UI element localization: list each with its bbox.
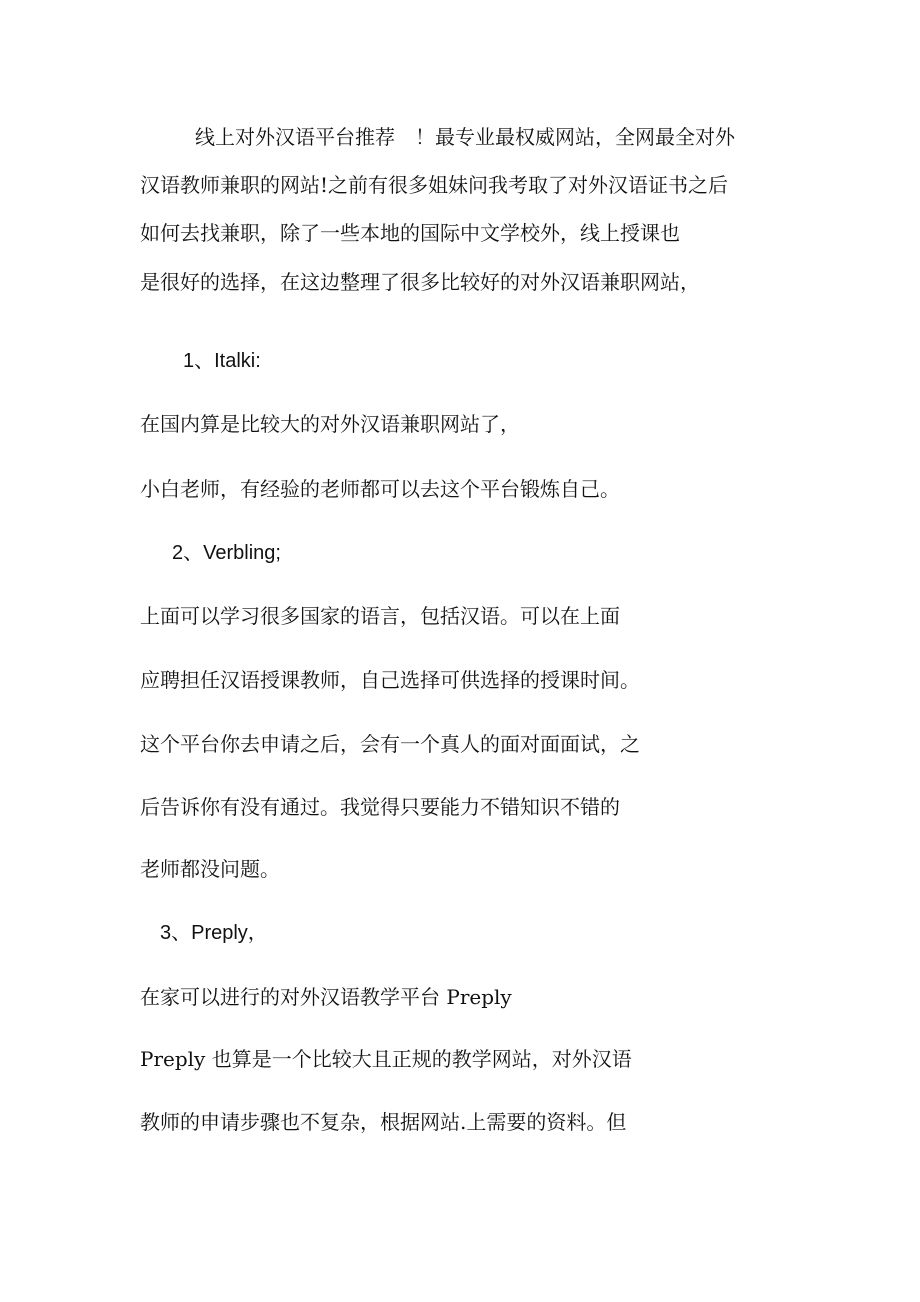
preply-line-2: Preply 也算是一个比较大且正规的教学网站，对外汉语	[140, 1047, 632, 1071]
intro-line-3: 如何去找兼职，除了一些本地的国际中文学校外，线上授课也	[140, 221, 680, 245]
intro-line-2: 汉语教师兼职的网站!之前有很多姐妹问我考取了对外汉语证书之后	[140, 173, 729, 197]
verbling-line-3: 这个平台你去申请之后，会有一个真人的面对面面试，之	[140, 732, 640, 756]
preply-line-3: 教师的申请步骤也不复杂，根据网站.上需要的资料。但	[140, 1110, 627, 1134]
verbling-line-1: 上面可以学习很多国家的语言，包括汉语。可以在上面	[140, 604, 620, 628]
preply-line-1: 在家可以进行的对外汉语教学平台 Preply	[140, 985, 512, 1009]
intro-line-1: 线上对外汉语平台推荐 ！最专业最权威网站，全网最全对外	[195, 125, 735, 149]
verbling-line-2: 应聘担任汉语授课教师，自己选择可供选择的授课时间。	[140, 668, 640, 692]
verbling-line-5: 老师都没问题。	[140, 857, 280, 881]
verbling-line-4: 后告诉你有没有通过。我觉得只要能力不错知识不错的	[140, 795, 620, 819]
heading-verbling: 2、Verbling;	[172, 542, 281, 564]
italki-line-2: 小白老师，有经验的老师都可以去这个平台锻炼自己。	[140, 477, 620, 501]
intro-line-4: 是很好的选择，在这边整理了很多比较好的对外汉语兼职网站，	[140, 270, 700, 294]
heading-italki: 1、Italki:	[183, 350, 261, 372]
heading-preply: 3、Preply，	[160, 922, 268, 944]
italki-line-1: 在国内算是比较大的对外汉语兼职网站了，	[140, 412, 520, 436]
